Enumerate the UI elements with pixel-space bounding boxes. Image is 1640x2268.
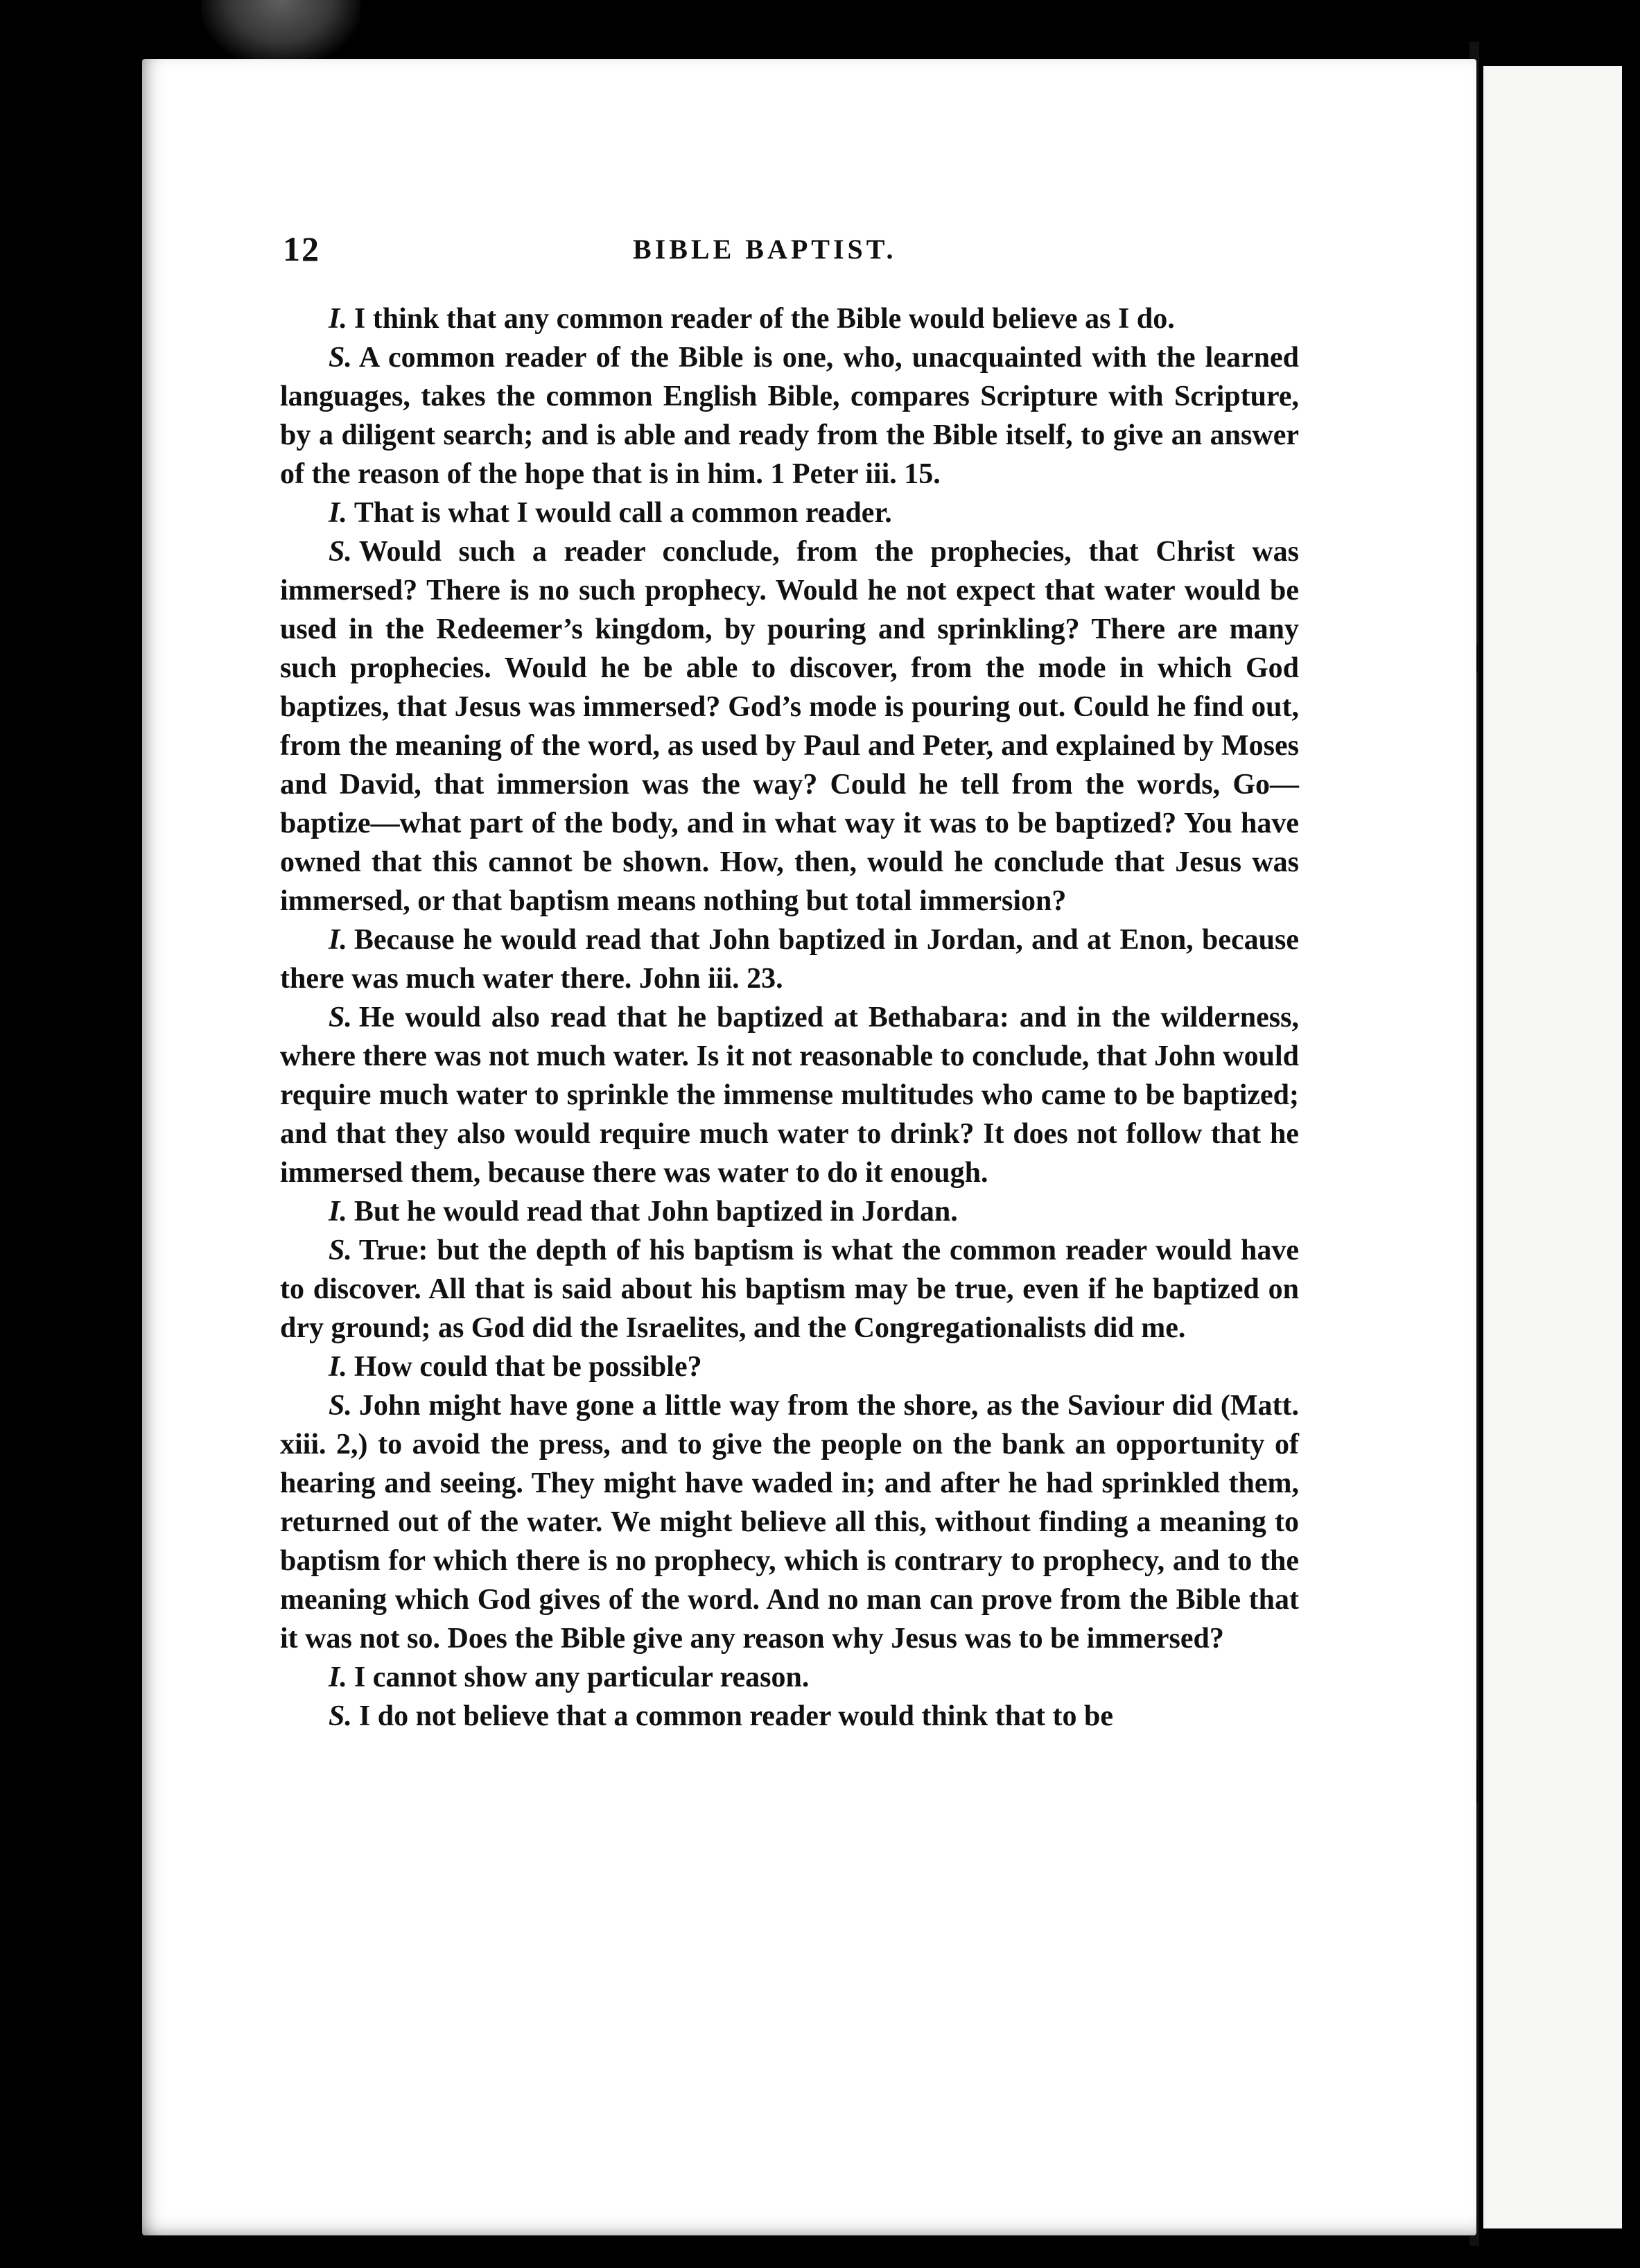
speaker-label: I. [329, 497, 347, 529]
dialogue-paragraph [280, 1697, 1299, 1736]
paragraph-text: John might have gone a little way from the shore, as the Saviour did (Matt. xiii. 2,) to avoid the press, and to give the people on the bank an opportunity of hearing and seeing. They might have waded in; and after he had sprinkled them, returned out of the water. We might believe all this, without finding a meaning to baptism for which there is no prophecy, which is contrary to prophecy, and to the meaning which God gives of the word. And no man can prove from the Bible that it was not so. Does the Bible give any reason why Jesus was to be immersed? [280, 1390, 1299, 1655]
paragraph-text: I cannot show any particular reason. [354, 1661, 810, 1693]
facing-page [1483, 66, 1622, 2228]
paragraph-text: He would also read that he baptized at Bethabara: and in the wilderness, where there was not much water. Is it not reasonable to conclude, that John would require much water to sprinkle the immense multitudes who came to be baptized; and that they also would require much water to drink? It does not follow that he immersed them, because there was water to do it enough. [280, 1002, 1299, 1189]
running-head [283, 229, 1309, 270]
running-title: BIBLE BAPTIST. [633, 234, 897, 265]
speaker-label: I. [329, 1196, 347, 1228]
paragraph-text: I think that any common reader of the Bible would believe as I do. [354, 303, 1175, 335]
page-number: 12 [283, 229, 320, 268]
speaker-label: S. [329, 1235, 352, 1266]
dialogue-paragraph [280, 1231, 1299, 1347]
dialogue-paragraph [280, 1386, 1299, 1658]
speaker-label: S. [329, 342, 352, 374]
speaker-label: S. [329, 1700, 352, 1732]
dialogue-paragraph [280, 1192, 1299, 1231]
dialogue-paragraph [280, 494, 1299, 532]
dialogue-paragraph [280, 1347, 1299, 1386]
speaker-label: S. [329, 1002, 352, 1033]
body-text [280, 299, 1299, 1736]
paragraph-text: I do not believe that a common reader would think that to be [358, 1700, 1114, 1732]
dialogue-paragraph [280, 299, 1299, 338]
dialogue-paragraph [280, 532, 1299, 921]
speaker-label: I. [329, 924, 347, 956]
paragraph-text: Because he would read that John baptized in Jordan, and at Enon, because there was much water there. John iii. 23. [280, 924, 1299, 995]
paragraph-text: True: but the depth of his baptism is what the common reader would have to discover. All that is said about his baptism may be true, even if he baptized on dry ground; as God did the Israelites, and the Congregationalists did me. [280, 1235, 1299, 1344]
paragraph-text: But he would read that John baptized in Jordan. [354, 1196, 958, 1228]
paragraph-text: Would such a reader conclude, from the prophecies, that Christ was immersed? There is no such prophecy. Would he not expect that water would be used in the Redeemer’s kingdom, by pouring and sprinkling? There are many such prophecies. Would he be able to discover, from the mode in which God baptizes, that Jesus was immersed? God’s mode is pouring out. Could he find out, from the meaning of the word, as used by Paul and Peter, and explained by Moses and David, that immersion was the way? Could he tell from the words, Go—baptize—what part of the body, and in what way it was to be baptized? You have owned that this cannot be shown. How, then, would he conclude that Jesus was immersed, or that baptism means nothing but total immersion? [280, 536, 1299, 917]
dialogue-paragraph [280, 921, 1299, 998]
dialogue-paragraph [280, 1658, 1299, 1697]
speaker-label: I. [329, 1351, 347, 1383]
dialogue-paragraph [280, 338, 1299, 494]
dialogue-paragraph [280, 998, 1299, 1192]
paragraph-text: A common reader of the Bible is one, who, unacquainted with the learned languages, takes the common English Bible, compares Scripture with Scripture, by a diligent search; and is able and ready from the Bible itself, to give an answer of the reason of the hope that is in him. 1 Peter iii. 15. [280, 342, 1299, 490]
paragraph-text: That is what I would call a common reader. [354, 497, 892, 529]
paragraph-text: How could that be possible? [354, 1351, 702, 1383]
speaker-label: S. [329, 536, 352, 568]
speaker-label: I. [329, 1661, 347, 1693]
speaker-label: I. [329, 303, 347, 335]
speaker-label: S. [329, 1390, 352, 1422]
